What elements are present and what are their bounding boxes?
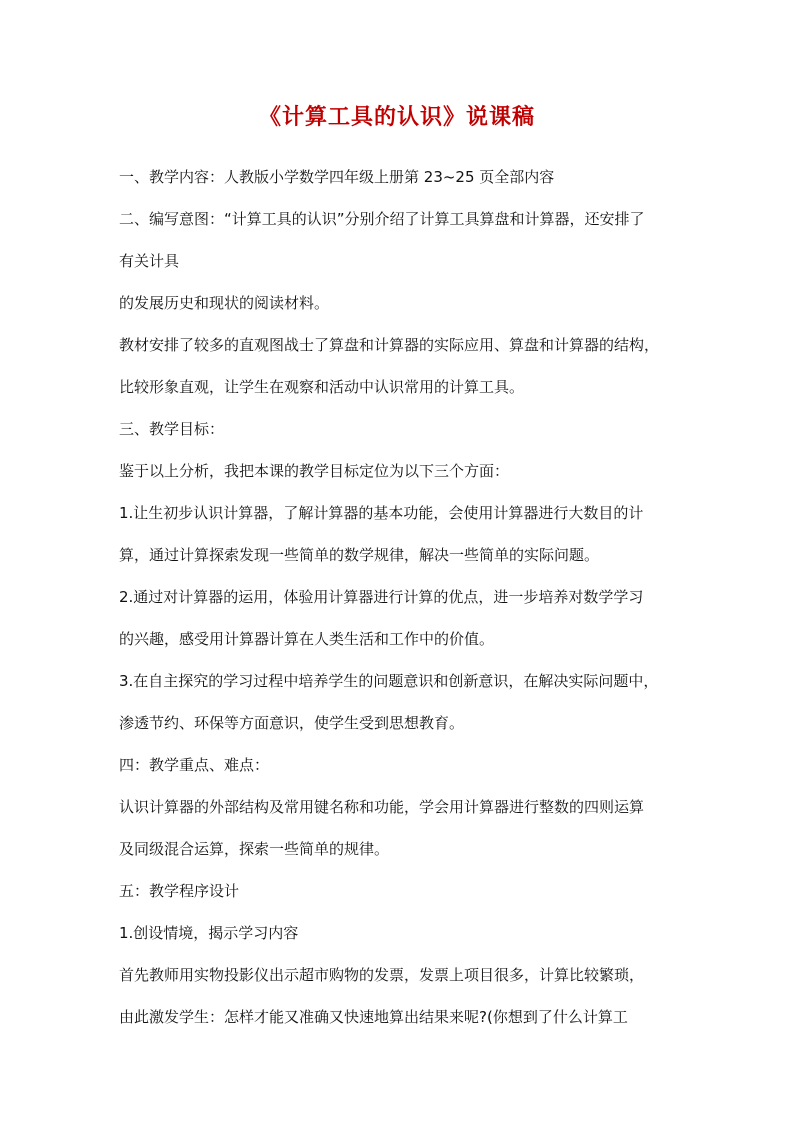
paragraph-line: 1.创设情境，揭示学习内容 (119, 924, 299, 942)
paragraph-line: 二、编写意图：“计算工具的认识”分别介绍了计算工具算盘和计算器，还安排了 (119, 210, 645, 228)
paragraph-line: 教材安排了较多的直观图战士了算盘和计算器的实际应用、算盘和计算器的结构， (119, 336, 660, 354)
paragraph-line: 五：教学程序设计 (119, 882, 240, 900)
paragraph-line: 渗透节约、环保等方面意识，使学生受到思想教育。 (119, 714, 465, 732)
paragraph-line: 由此激发学生：怎样才能又准确又快速地算出结果来呢?(你想到了什么计算工 (119, 1008, 628, 1026)
paragraph-line: 比较形象直观，让学生在观察和活动中认识常用的计算工具。 (119, 378, 525, 396)
paragraph-line: 1.让生初步认识计算器，了解计算器的基本功能，会使用计算器进行大数目的计 (119, 504, 644, 522)
paragraph-line: 及同级混合运算，探索一些简单的规律。 (119, 840, 390, 858)
paragraph-line: 首先教师用实物投影仪出示超市购物的发票，发票上项目很多，计算比较繁琐， (119, 966, 645, 984)
paragraph-line: 算，通过计算探索发现一些简单的数学规律，解决一些简单的实际问题。 (119, 546, 600, 564)
paragraph-line: 三、教学目标： (119, 420, 225, 438)
paragraph-line: 的发展历史和现状的阅读材料。 (119, 294, 330, 312)
paragraph-line: 有关计具 (119, 252, 180, 270)
document-title: 《计算工具的认识》说课稿 (258, 104, 535, 130)
paragraph-line: 一、教学内容：人教版小学数学四年级上册第 23~25 页全部内容 (119, 168, 555, 186)
paragraph-line: 3.在自主探究的学习过程中培养学生的问题意识和创新意识，在解决实际问题中， (119, 672, 659, 690)
paragraph-line: 鉴于以上分析，我把本课的教学目标定位为以下三个方面： (119, 462, 510, 480)
paragraph-line: 认识计算器的外部结构及常用键名称和功能，学会用计算器进行整数的四则运算 (119, 798, 645, 816)
paragraph-line: 2.通过对计算器的运用，体验用计算器进行计算的优点，进一步培养对数学学习 (119, 588, 644, 606)
paragraph-line: 四：教学重点、难点： (119, 756, 270, 774)
paragraph-line: 的兴趣，感受用计算器计算在人类生活和工作中的价值。 (119, 630, 495, 648)
